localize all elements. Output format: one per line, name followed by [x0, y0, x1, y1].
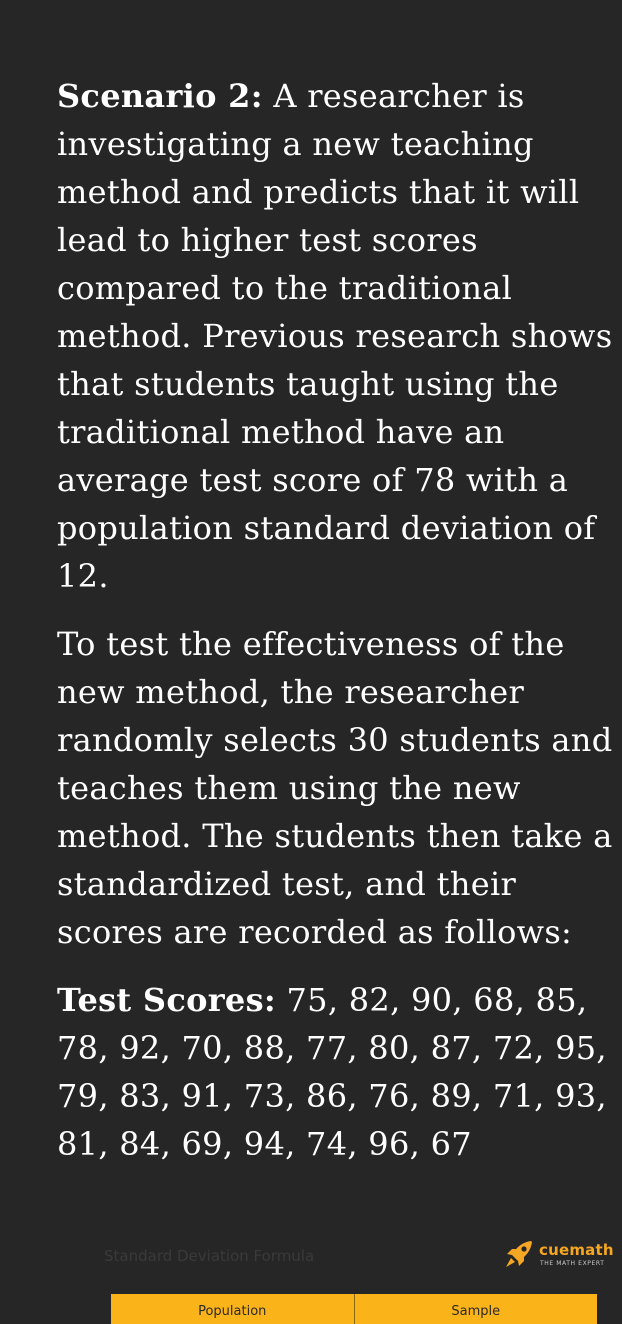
header-sample: Sample — [354, 1294, 598, 1324]
scores-paragraph — [57, 976, 617, 1168]
figure-watermark-title: Standard Deviation Formula — [104, 1247, 315, 1265]
cuemath-logo — [503, 1238, 613, 1272]
brand-name: cuemath — [539, 1241, 614, 1259]
article-content — [57, 72, 617, 1168]
scores-list: 75, 82, 90, 68, 85, 78, 92, 70, 88, 77, 80, 87, 72, 95, 79, 83, 91, 73, 86, 76, 89, 71, 93, 81, 84, 69, 94, 74, 96, 67 — [57, 981, 607, 1163]
scenario-text: A researcher is investigating a new teaching method and predicts that it will lead to higher test scores compared to the traditional method. Previous research shows that students taught using the traditional method have an average test score of 78 with a population standard deviation of 12. — [57, 77, 613, 595]
brand-tagline: THE MATH EXPERT — [540, 1260, 605, 1267]
rocket-icon — [503, 1238, 535, 1270]
formula-table-header — [111, 1294, 597, 1324]
procedure-paragraph: To test the effectiveness of the new method, the researcher randomly selects 30 students and teaches them using the new method. The students then take a standardized test, and their scores are recorded as follows: — [57, 625, 613, 951]
header-population: Population — [198, 1304, 267, 1319]
scenario-paragraph — [57, 72, 617, 600]
scores-label: Test Scores: — [57, 981, 277, 1019]
scenario-label: Scenario 2: — [57, 77, 263, 115]
